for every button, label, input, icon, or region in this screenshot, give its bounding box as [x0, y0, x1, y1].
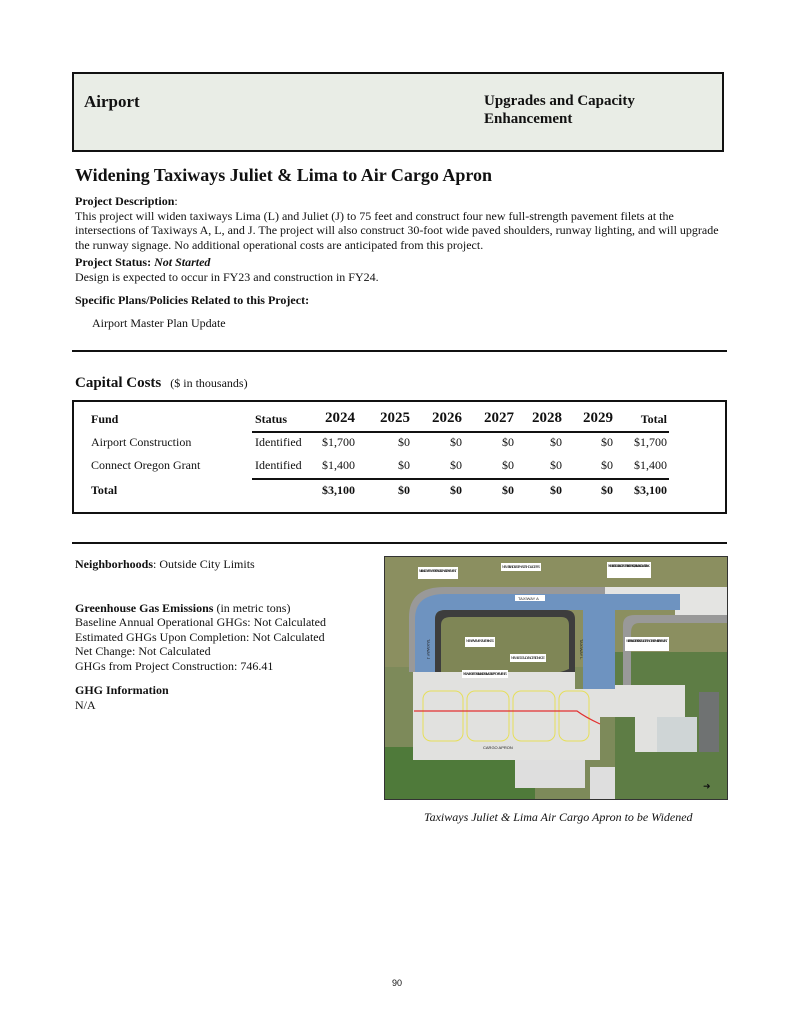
ghg-baseline: Baseline Annual Operational GHGs: Not Calculated	[75, 615, 326, 629]
cell-y2029: $0	[601, 435, 613, 449]
cell-y2028: $0	[550, 458, 562, 472]
plans-value: Airport Master Plan Update	[92, 315, 226, 330]
description-text: This project will widen taxiways Lima (L) and Juliet (J) to 75 feet and construct four new full-strength pavement filets at the intersections of Taxiways A, L, and J. The project will also construct 30-foot wide paved shoulders, runway lighting, and will upgrade the runway signage. No additional operational costs are anticipated from this project.	[75, 208, 719, 252]
ghg-estimated: Estimated GHGs Upon Completion: Not Calculated	[75, 629, 325, 644]
map-label-mill: MILL AND OVERLAY EXISTING ASPHALT PAVEMENT	[419, 568, 457, 573]
divider	[72, 350, 727, 352]
cell-y2024: $1,700	[322, 435, 355, 449]
cell-y2029: $0	[601, 458, 613, 472]
ghg-label: Greenhouse Gas Emissions	[75, 600, 214, 615]
cell-y2027: $0	[502, 435, 514, 449]
section-header	[72, 72, 724, 152]
neighborhoods-value: Outside City Limits	[159, 557, 255, 571]
cell-fund: Total	[91, 483, 118, 497]
cell-fund: Airport Construction	[91, 435, 192, 449]
cell-y2027: $0	[502, 458, 514, 472]
cell-y2025: $0	[398, 483, 410, 497]
capital-costs-title: Capital Costs	[75, 375, 162, 391]
cell-y2025: 2025	[380, 410, 410, 426]
ghg-info-value: N/A	[75, 697, 96, 712]
cell-y2025: $0	[398, 435, 410, 449]
status-value: Not Started	[154, 255, 211, 269]
cell-y2024: $1,400	[322, 458, 355, 472]
cell-y2024: $3,100	[322, 483, 355, 497]
cell-y2027: $0	[502, 483, 514, 497]
cell-status: Identified	[255, 458, 302, 472]
cell-y2026: $0	[450, 458, 462, 472]
map-label-shoulders: NEW 30' WIDE ASPHALT SHOULDERS	[502, 564, 540, 569]
cell-status: Status	[255, 412, 288, 426]
north-arrow-icon: ➜	[703, 781, 711, 791]
ghg-construction: GHGs from Project Construction: 746.41	[75, 658, 274, 673]
map-label-taxiway-j: TAXIWAY J	[426, 639, 431, 660]
cell-y2028: $0	[550, 483, 562, 497]
map-label-underdrain: NEW UNDERDRAIN AND DRAINAGE IMPROVEMENTS	[463, 671, 507, 676]
project-description: Project Description: This project will widen taxiways Lima (L) and Juliet (J) to 75 feet and construct four new full-strength pavement filets at the intersections of Taxiways A, L, and J. The project will also construct 30-foot wide paved shoulders, runway lighting, and will upgrade the runway signage. No additional operational costs are anticipated from this project. Project Status: Not Started Design is expected to occur in FY23 and construction in FY24. Specific Plans/Policies Related to this Project: Airport Master Plan Update	[75, 194, 725, 330]
status-note: Design is expected to occur in FY23 and construction in FY24.	[75, 269, 379, 284]
ghg-info-label: GHG Information	[75, 683, 169, 697]
cell-y2026: $0	[450, 435, 462, 449]
department: Airport	[84, 92, 140, 111]
capital-costs-unit: ($ in thousands)	[170, 376, 248, 390]
map-label-taxiway-a: TAXIWAY A	[518, 596, 539, 601]
neighborhoods-label: Neighborhoods	[75, 557, 154, 571]
map-label-widening: WIDENING OF EXISTING FULL STRENGTH ASPHALT PAVEMENT	[626, 638, 669, 643]
cell-y2024: 2024	[325, 410, 355, 426]
cell-y2028: 2028	[532, 410, 562, 426]
cell-total: $1,400	[634, 458, 667, 472]
capital-costs-heading	[75, 375, 248, 392]
ghg-unit: (in metric tons)	[216, 600, 291, 615]
project-map	[384, 556, 728, 800]
status-label: Project Status	[75, 255, 148, 269]
cell-y2025: $0	[398, 458, 410, 472]
cell-status: Identified	[255, 435, 302, 449]
cell-total: $3,100	[634, 483, 667, 497]
ghg-section: Neighborhoods: Outside City Limits Greenhouse Gas Emissions (in metric tons) Baseline Annual Operational GHGs: Not Calculated Estimated GHGs Upon Completion: Not Calculated Net Change: Not Calculated GHGs from Project Construction: 746.41 GHG Information N/A	[75, 557, 375, 712]
cell-total: Total	[640, 412, 667, 426]
table-rule	[252, 478, 669, 480]
description-label: Project Description	[75, 194, 175, 208]
ghg-net-change: Net Change: Not Calculated	[75, 644, 211, 658]
map-label-cargo-apron: CARGO APRON	[483, 745, 513, 750]
cell-fund: Fund	[91, 412, 119, 426]
map-label-taxiway-l: TAXIWAY L	[579, 639, 584, 660]
cell-y2029: $0	[601, 483, 613, 497]
cell-fund: Connect Oregon Grant	[91, 458, 201, 472]
map-label-lighting: NEW LED EDGE AND CENTERLINE LIGHTING, CABLING AND DUCT BANK	[608, 563, 650, 568]
cell-y2027: 2027	[484, 410, 514, 426]
cell-total: $1,700	[634, 435, 667, 449]
map-label-signage: NEW LED GUIDANCE SIGNAGE	[511, 655, 545, 660]
divider	[72, 542, 727, 544]
cell-y2026: 2026	[432, 410, 462, 426]
table-rule	[252, 431, 669, 433]
cell-y2029: 2029	[583, 410, 613, 426]
map-label-markings: NEW PAVEMENT MARKINGS	[466, 638, 494, 643]
page-number: 90	[392, 978, 403, 988]
map-caption: Taxiways Juliet & Lima Air Cargo Apron to be Widened	[424, 810, 693, 824]
cell-y2028: $0	[550, 435, 562, 449]
plans-label: Specific Plans/Policies Related to this Project:	[75, 293, 310, 307]
project-title: Widening Taxiways Juliet & Lima to Air Cargo Apron	[75, 165, 493, 185]
cell-y2026: $0	[450, 483, 462, 497]
capital-costs-table	[72, 400, 727, 514]
category: Upgrades and Capacity Enhancement	[484, 93, 635, 127]
